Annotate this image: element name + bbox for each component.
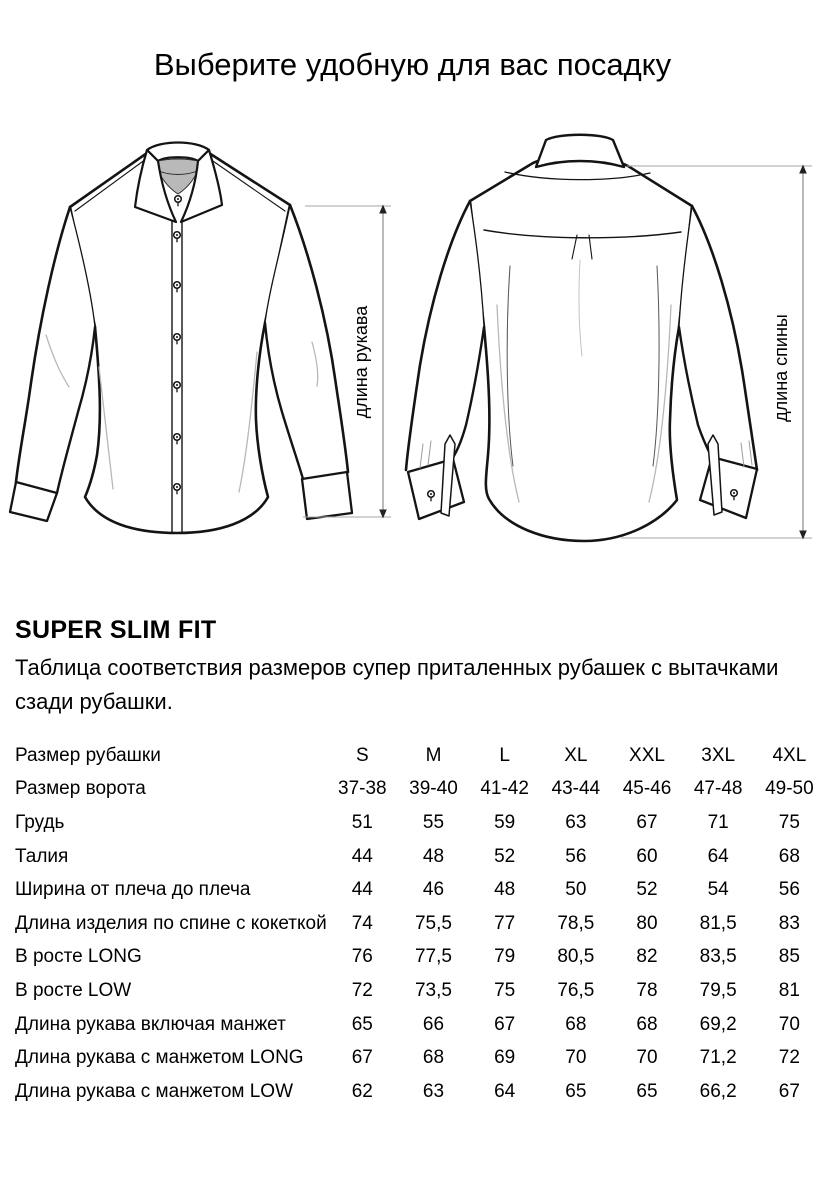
- size-value-cell: 71,2: [699, 1047, 737, 1069]
- size-value-cell: 74: [351, 912, 373, 934]
- table-row: [15, 974, 825, 1008]
- back-collar: [536, 135, 624, 167]
- size-value-cell: 54: [707, 879, 729, 901]
- size-value-cell: XXL: [629, 744, 665, 766]
- row-label: Талия: [15, 845, 69, 867]
- size-value-cell: 56: [778, 879, 800, 901]
- size-value-cell: 67: [636, 811, 658, 833]
- size-value-cell: 45-46: [622, 778, 672, 800]
- size-value-cell: 3XL: [701, 744, 736, 766]
- size-value-cell: 64: [494, 1080, 516, 1102]
- size-value-cell: 49-50: [765, 778, 814, 800]
- size-value-cell: 65: [636, 1080, 658, 1102]
- size-value-cell: 69,2: [699, 1013, 737, 1035]
- table-row: [15, 941, 825, 975]
- table-row: [15, 739, 825, 773]
- size-value-cell: 75: [494, 979, 516, 1001]
- size-value-cell: 78: [636, 979, 658, 1001]
- size-value-cell: 66,2: [699, 1080, 737, 1102]
- size-value-cell: 85: [778, 946, 800, 968]
- size-value-cell: S: [355, 744, 369, 766]
- back-right-cuff: [700, 457, 757, 518]
- size-value-cell: 72: [351, 979, 373, 1001]
- table-row: [15, 1075, 825, 1109]
- size-value-cell: M: [425, 744, 442, 766]
- size-value-cell: 60: [636, 845, 658, 867]
- size-value-cell: 65: [351, 1013, 373, 1035]
- size-value-cell: 44: [351, 845, 373, 867]
- size-value-cell: 50: [565, 879, 587, 901]
- size-value-cell: 43-44: [551, 778, 601, 800]
- size-value-cell: 62: [351, 1080, 373, 1102]
- size-value-cell: 76,5: [557, 979, 595, 1001]
- row-label: Размер рубашки: [15, 744, 161, 766]
- table-row: [15, 1041, 825, 1075]
- size-value-cell: 69: [494, 1047, 516, 1069]
- size-value-cell: 56: [565, 845, 587, 867]
- size-value-cell: 70: [565, 1047, 587, 1069]
- size-value-cell: 48: [422, 845, 445, 867]
- size-value-cell: 79,5: [699, 979, 737, 1001]
- size-value-cell: 63: [422, 1080, 445, 1102]
- size-value-cell: 83: [778, 912, 800, 934]
- row-label: Размер ворота: [15, 778, 146, 800]
- size-value-cell: 68: [636, 1013, 658, 1035]
- size-value-cell: 68: [422, 1047, 445, 1069]
- size-value-cell: 71: [707, 811, 729, 833]
- size-value-cell: 80,5: [557, 946, 595, 968]
- row-label: Длина рукава включая манжет: [15, 1013, 286, 1035]
- size-value-cell: 79: [494, 946, 516, 968]
- size-value-cell: 63: [565, 811, 587, 833]
- size-value-cell: 39-40: [409, 778, 458, 800]
- size-value-cell: 70: [636, 1047, 658, 1069]
- size-value-cell: 51: [351, 811, 373, 833]
- table-row: [15, 1008, 825, 1042]
- sleeve-length-label: длина рукава: [351, 305, 371, 419]
- size-value-cell: 37-38: [338, 778, 387, 800]
- size-value-cell: 68: [778, 845, 800, 867]
- size-value-cell: 47-48: [693, 778, 743, 800]
- size-value-cell: 75,5: [414, 912, 452, 934]
- size-table-body: [15, 739, 825, 1109]
- table-row: [15, 907, 825, 941]
- fit-description: Таблица соответствия размеров супер приталенных рубашек с вытачками сзади рубашки.: [15, 655, 779, 714]
- shirt-back-drawing: [406, 135, 757, 541]
- size-value-cell: 81: [778, 979, 800, 1001]
- size-value-cell: 83,5: [699, 946, 737, 968]
- size-value-cell: L: [499, 744, 510, 766]
- size-value-cell: 52: [494, 845, 516, 867]
- row-label: Длина изделия по спине с кокеткой: [15, 912, 327, 934]
- size-value-cell: 64: [707, 845, 729, 867]
- size-value-cell: 44: [351, 879, 373, 901]
- size-value-cell: 4XL: [772, 744, 807, 766]
- row-label: Длина рукава с манжетом LOW: [15, 1080, 294, 1102]
- table-row: [15, 840, 825, 874]
- size-value-cell: 81,5: [699, 912, 737, 934]
- size-value-cell: 67: [351, 1047, 373, 1069]
- size-value-cell: 65: [565, 1080, 587, 1102]
- size-value-cell: 76: [351, 946, 373, 968]
- size-value-cell: 48: [494, 879, 516, 901]
- row-label: В росте LOW: [15, 979, 132, 1001]
- size-value-cell: 75: [778, 811, 800, 833]
- back-length-label: длина спины: [771, 314, 791, 422]
- size-value-cell: 66: [422, 1013, 445, 1035]
- size-value-cell: 67: [778, 1080, 800, 1102]
- front-right-cuff: [302, 472, 352, 519]
- row-label: Грудь: [15, 811, 65, 833]
- row-label: Ширина от плеча до плеча: [15, 879, 251, 901]
- size-value-cell: 82: [636, 946, 658, 968]
- size-value-cell: 77,5: [414, 946, 452, 968]
- table-row: [15, 773, 825, 807]
- size-value-cell: XL: [564, 744, 588, 766]
- size-value-cell: 59: [494, 811, 516, 833]
- size-value-cell: 77: [494, 912, 516, 934]
- row-label: В росте LONG: [15, 946, 142, 968]
- shirt-diagram: [0, 115, 825, 585]
- fit-heading: SUPER SLIM FIT: [15, 616, 217, 644]
- size-value-cell: 46: [422, 879, 445, 901]
- size-value-cell: 70: [778, 1013, 800, 1035]
- size-value-cell: 41-42: [480, 778, 529, 800]
- size-value-cell: 52: [636, 879, 658, 901]
- back-left-cuff: [408, 459, 464, 519]
- size-value-cell: 78,5: [557, 912, 595, 934]
- table-row: [15, 806, 825, 840]
- size-value-cell: 72: [778, 1047, 800, 1069]
- size-value-cell: 68: [565, 1013, 587, 1035]
- size-table: [15, 739, 825, 1109]
- size-value-cell: 80: [636, 912, 658, 934]
- row-label: Длина рукава с манжетом LONG: [15, 1047, 304, 1069]
- table-row: [15, 873, 825, 907]
- page-title: Выберите удобную для вас посадку: [153, 47, 672, 82]
- size-value-cell: 73,5: [414, 979, 452, 1001]
- size-value-cell: 55: [422, 811, 445, 833]
- size-value-cell: 67: [494, 1013, 516, 1035]
- shirt-front-drawing: [10, 143, 352, 534]
